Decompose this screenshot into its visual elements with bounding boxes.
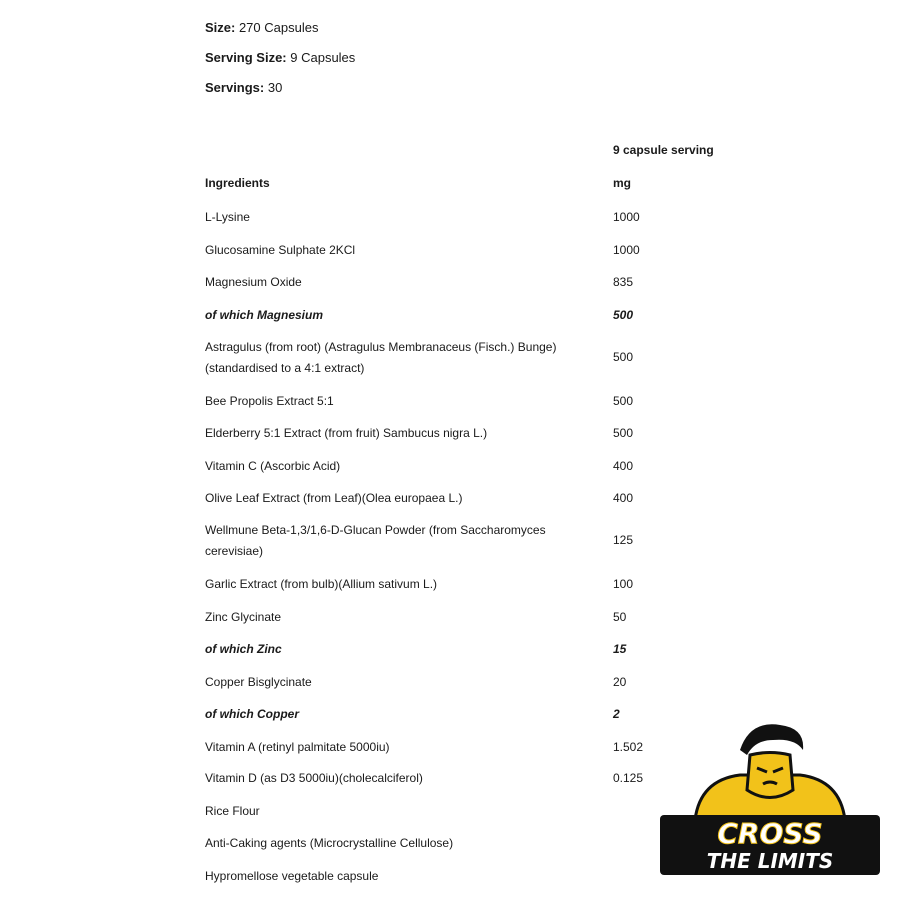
ingredient-amount: 500 — [613, 394, 634, 408]
ingredient-amount: 2 — [613, 707, 620, 721]
size-value: 270 Capsules — [235, 20, 319, 35]
ingredient-amount: 500 — [613, 426, 634, 440]
ingredient-name: Elderberry 5:1 Extract (from fruit) Sambucus nigra L.) — [205, 426, 488, 440]
ingredient-name: of which Copper — [205, 707, 299, 721]
ingredient-amount: 0.125 — [613, 771, 644, 785]
mascot-icon — [695, 724, 845, 820]
ingredient-name: Vitamin C (Ascorbic Acid) — [205, 459, 341, 473]
ingredient-amount: 400 — [613, 459, 634, 473]
ingredient-name: Astragulus (from root) (Astragulus Membranaceus (Fisch.) Bunge) (standardised to a 4:1 extract) — [205, 340, 557, 375]
table-row — [205, 337, 765, 379]
ingredient-name: Vitamin A (retinyl palmitate 5000iu) — [205, 740, 390, 754]
table-row — [205, 305, 765, 325]
serving-header: 9 capsule serving — [613, 143, 714, 157]
logo-line1: CROSS — [717, 817, 823, 850]
ingredient-amount: 20 — [613, 675, 627, 689]
ingredient-amount: 1.502 — [613, 740, 644, 754]
ingredient-name: Magnesium Oxide — [205, 275, 302, 289]
ingredient-name: of which Zinc — [205, 642, 282, 656]
ingredient-name: Copper Bisglycinate — [205, 675, 312, 689]
ingredient-amount: 15 — [613, 642, 627, 656]
table-row — [205, 391, 765, 411]
ingredient-amount: 100 — [613, 577, 634, 591]
servings-label: Servings: — [205, 80, 265, 95]
ingredient-name: Glucosamine Sulphate 2KCl — [205, 243, 356, 257]
table-row — [205, 207, 765, 227]
serving-size-label: Serving Size: — [205, 50, 287, 65]
table-row — [205, 607, 765, 627]
ingredient-name: Vitamin D (as D3 5000iu)(cholecalciferol) — [205, 771, 423, 785]
ingredient-name: of which Magnesium — [205, 308, 324, 322]
size-label: Size: — [205, 20, 236, 35]
serving-size-value: 9 Capsules — [286, 50, 356, 65]
ingredient-name: Zinc Glycinate — [205, 610, 282, 624]
ingredient-amount: 500 — [613, 308, 634, 322]
ingredient-name: Garlic Extract (from bulb)(Allium sativum L.) — [205, 577, 438, 591]
ingredient-amount: 1000 — [613, 243, 640, 257]
ingredient-amount: 400 — [613, 491, 634, 505]
ingredient-name: Bee Propolis Extract 5:1 — [205, 394, 334, 408]
ingredients-header: Ingredients — [205, 176, 270, 190]
table-row — [205, 240, 765, 260]
table-row — [205, 423, 765, 443]
table-row — [205, 456, 765, 476]
product-serving-size — [205, 50, 355, 65]
product-size — [205, 20, 318, 35]
ingredient-amount: 50 — [613, 610, 627, 624]
ingredient-name: Anti-Caking agents (Microcrystalline Cellulose) — [205, 836, 454, 850]
ingredient-name: Olive Leaf Extract (from Leaf)(Olea europaea L.) — [205, 491, 463, 505]
ingredient-amount: 500 — [613, 350, 634, 364]
ingredient-amount: 125 — [613, 533, 634, 547]
table-row — [205, 520, 765, 562]
ingredient-amount: 1000 — [613, 210, 640, 224]
ingredient-name: Rice Flour — [205, 804, 260, 818]
ingredient-name: Wellmune Beta-1,3/1,6-D-Glucan Powder (from Saccharomyces cerevisiae) — [205, 523, 546, 558]
logo-line2: THE LIMITS — [706, 849, 834, 873]
unit-header: mg — [613, 176, 631, 190]
ingredient-name: L-Lysine — [205, 210, 250, 224]
table-row — [205, 488, 765, 508]
cross-the-limits-logo — [655, 720, 885, 880]
product-servings — [205, 80, 282, 95]
table-row — [205, 272, 765, 292]
servings-value: 30 — [264, 80, 283, 95]
table-row — [205, 672, 765, 692]
table-row — [205, 639, 765, 659]
table-row — [205, 574, 765, 594]
ingredient-amount: 835 — [613, 275, 634, 289]
ingredient-name: Hypromellose vegetable capsule — [205, 869, 379, 883]
